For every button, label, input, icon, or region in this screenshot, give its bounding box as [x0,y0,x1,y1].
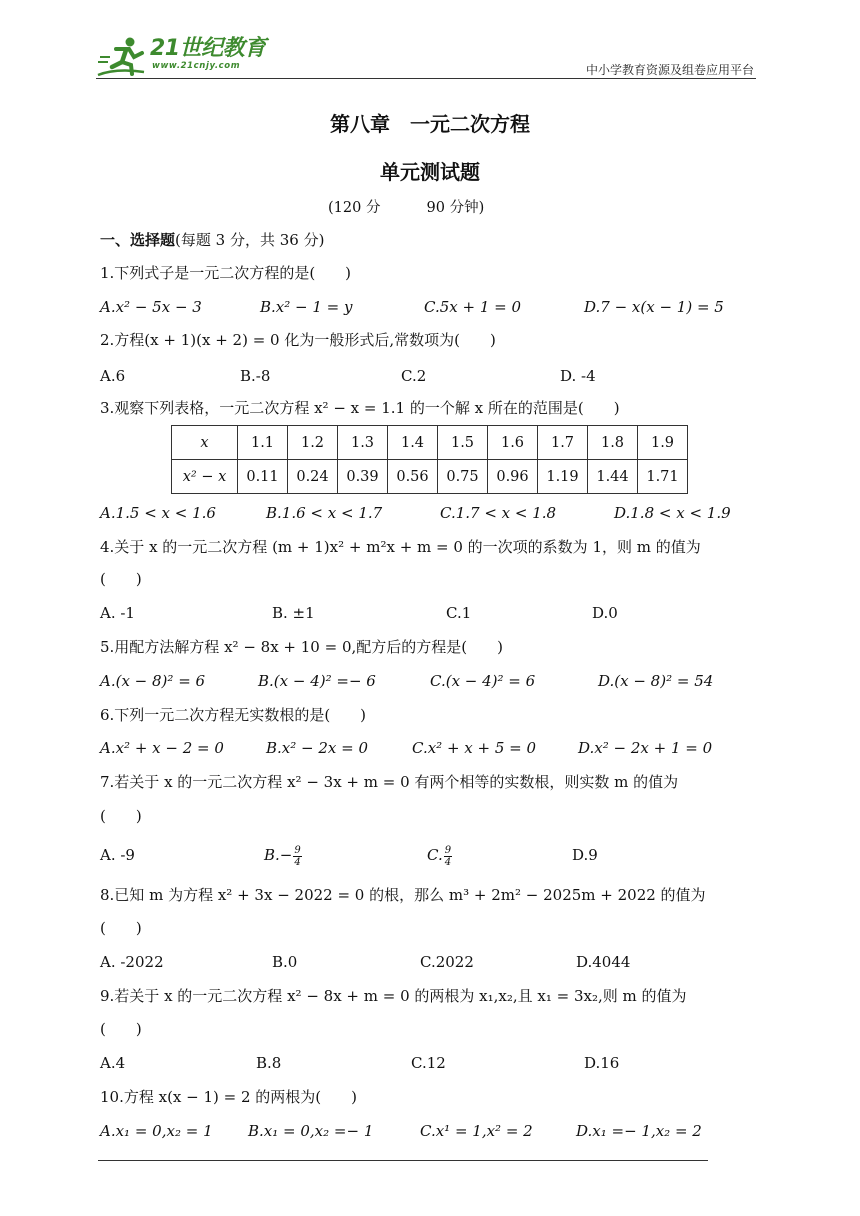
question-4-stem-cont: ( ) [100,570,142,588]
question-5-stem: 5.用配方法解方程 x² − 8x + 10 = 0,配方后的方程是( ) [100,638,503,656]
question-6-stem: 6.下列一元二次方程无实数根的是( ) [100,706,367,724]
q6-option-a: A.x² + x − 2 = 0 [100,739,224,757]
q4-option-d: D.0 [592,604,618,622]
q1-option-d: D.7 − x(x − 1) = 5 [584,298,724,316]
table-cell: 1.9 [638,426,688,460]
q10-option-a: A.x₁ = 0,x₂ = 1 [100,1122,213,1140]
question-8-stem: 8.已知 m 为方程 x² + 3x − 2022 = 0 的根，那么 m³ + 2m² − 2025m + 2022 的值为 [100,886,706,904]
q6-option-d: D.x² − 2x + 1 = 0 [578,739,713,757]
logo-text: 21世纪教育 [150,36,266,61]
q10-option-b: B.x₁ = 0,x₂ =− 1 [248,1122,374,1140]
q6-option-b: B.x² − 2x = 0 [266,739,369,757]
q1-option-a: A.x² − 5x − 3 [100,298,202,316]
section-detail: (每题 3 分，共 36 分) [175,231,325,249]
q3-option-a: A.1.5 < x < 1.6 [100,504,216,522]
table-cell: 0.39 [338,460,388,494]
q3-value-table [171,425,688,494]
q9-option-b: B.8 [256,1054,282,1072]
q6-option-c: C.x² + x + 5 = 0 [412,739,537,757]
q8-option-d: D.4044 [576,953,631,971]
table-cell: 0.56 [388,460,438,494]
question-1-stem: 1.下列式子是一元二次方程的是( ) [100,264,352,282]
score-time: (120 分 90 分钟) [328,200,485,216]
table-row-head: x [172,426,238,460]
question-7-stem-cont: ( ) [100,807,142,825]
table-row [172,460,688,494]
fraction-numerator: 9 [444,844,452,856]
q5-option-d: D.(x − 8)² = 54 [598,672,714,690]
table-cell: 0.11 [238,460,288,494]
question-4-stem: 4.关于 x 的一元二次方程 (m + 1)x² + m²x + m = 0 的一次项的系数为 1，则 m 的值为 [100,538,701,556]
q1-option-b: B.x² − 1 = y [260,298,353,316]
table-row [172,426,688,460]
q7-option-c-label: C. [427,846,443,864]
q5-option-b: B.(x − 4)² =− 6 [258,672,376,690]
q9-option-d: D.16 [584,1054,620,1072]
q2-option-a: A.6 [100,367,126,385]
table-cell: 1.44 [588,460,638,494]
q2-option-d: D. -4 [560,367,596,385]
table-row-head: x² − x [172,460,238,494]
test-subtitle: 单元测试题 [380,160,480,184]
question-8-stem-cont: ( ) [100,919,142,937]
section-label: 一、选择题 [100,231,176,249]
q7-option-a: A. -9 [100,846,135,864]
q1-option-c: C.5x + 1 = 0 [424,298,522,316]
logo-url: www.21cnjy.com [152,61,241,71]
q3-option-c: C.1.7 < x < 1.8 [440,504,557,522]
q7-option-d: D.9 [572,846,598,864]
q10-option-d: D.x₁ =− 1,x₂ = 2 [576,1122,702,1140]
q9-option-c: C.12 [411,1054,446,1072]
q7-option-b [264,844,302,868]
runner-logo-icon [96,35,148,77]
q7-option-b-label: B.− [264,846,293,864]
q4-option-a: A. -1 [100,604,135,622]
table-cell: 1.19 [538,460,588,494]
chapter-title: 第八章 一元二次方程 [330,112,530,136]
table-cell: 1.71 [638,460,688,494]
q8-option-a: A. -2022 [100,953,164,971]
table-cell: 1.8 [588,426,638,460]
table-cell: 1.4 [388,426,438,460]
q3-option-d: D.1.8 < x < 1.9 [614,504,731,522]
fraction [444,845,452,868]
q8-option-b: B.0 [272,953,298,971]
table-cell: 0.75 [438,460,488,494]
q4-option-b: B. ±1 [272,604,315,622]
question-9-stem: 9.若关于 x 的一元二次方程 x² − 8x + m = 0 的两根为 x₁,x₂,且 x₁ = 3x₂,则 m 的值为 [100,987,687,1005]
header-divider [96,78,756,79]
fraction-denominator: 4 [294,856,301,868]
question-10-stem: 10.方程 x(x − 1) = 2 的两根为( ) [100,1088,358,1106]
q2-option-b: B.-8 [240,367,271,385]
question-2-stem: 2.方程(x + 1)(x + 2) = 0 化为一般形式后,常数项为( ) [100,331,496,349]
footer-divider [98,1160,708,1161]
q5-option-a: A.(x − 8)² = 6 [100,672,206,690]
q5-option-c: C.(x − 4)² = 6 [430,672,536,690]
logo [96,34,266,78]
q7-option-c [427,844,452,868]
q10-option-c: C.x¹ = 1,x² = 2 [420,1122,533,1140]
q8-option-c: C.2022 [420,953,474,971]
table-cell: 1.7 [538,426,588,460]
q9-option-a: A.4 [100,1054,126,1072]
question-7-stem: 7.若关于 x 的一元二次方程 x² − 3x + m = 0 有两个相等的实数根，则实数 m 的值为 [100,773,679,791]
table-cell: 0.24 [288,460,338,494]
fraction-numerator: 9 [294,844,301,856]
q3-option-b: B.1.6 < x < 1.7 [266,504,383,522]
q4-option-c: C.1 [446,604,472,622]
q2-option-c: C.2 [401,367,427,385]
table-cell: 1.1 [238,426,288,460]
table-cell: 1.6 [488,426,538,460]
table-cell: 1.5 [438,426,488,460]
question-9-stem-cont: ( ) [100,1020,142,1038]
question-3-stem: 3.观察下列表格，一元二次方程 x² − x = 1.1 的一个解 x 所在的范围是( ) [100,399,620,417]
table-cell: 1.2 [288,426,338,460]
section-heading [100,229,324,251]
fraction-denominator: 4 [444,856,452,868]
table-cell: 0.96 [488,460,538,494]
table-cell: 1.3 [338,426,388,460]
fraction [293,845,301,868]
header-platform-text: 中小学教育资源及组卷应用平台 [585,63,754,77]
